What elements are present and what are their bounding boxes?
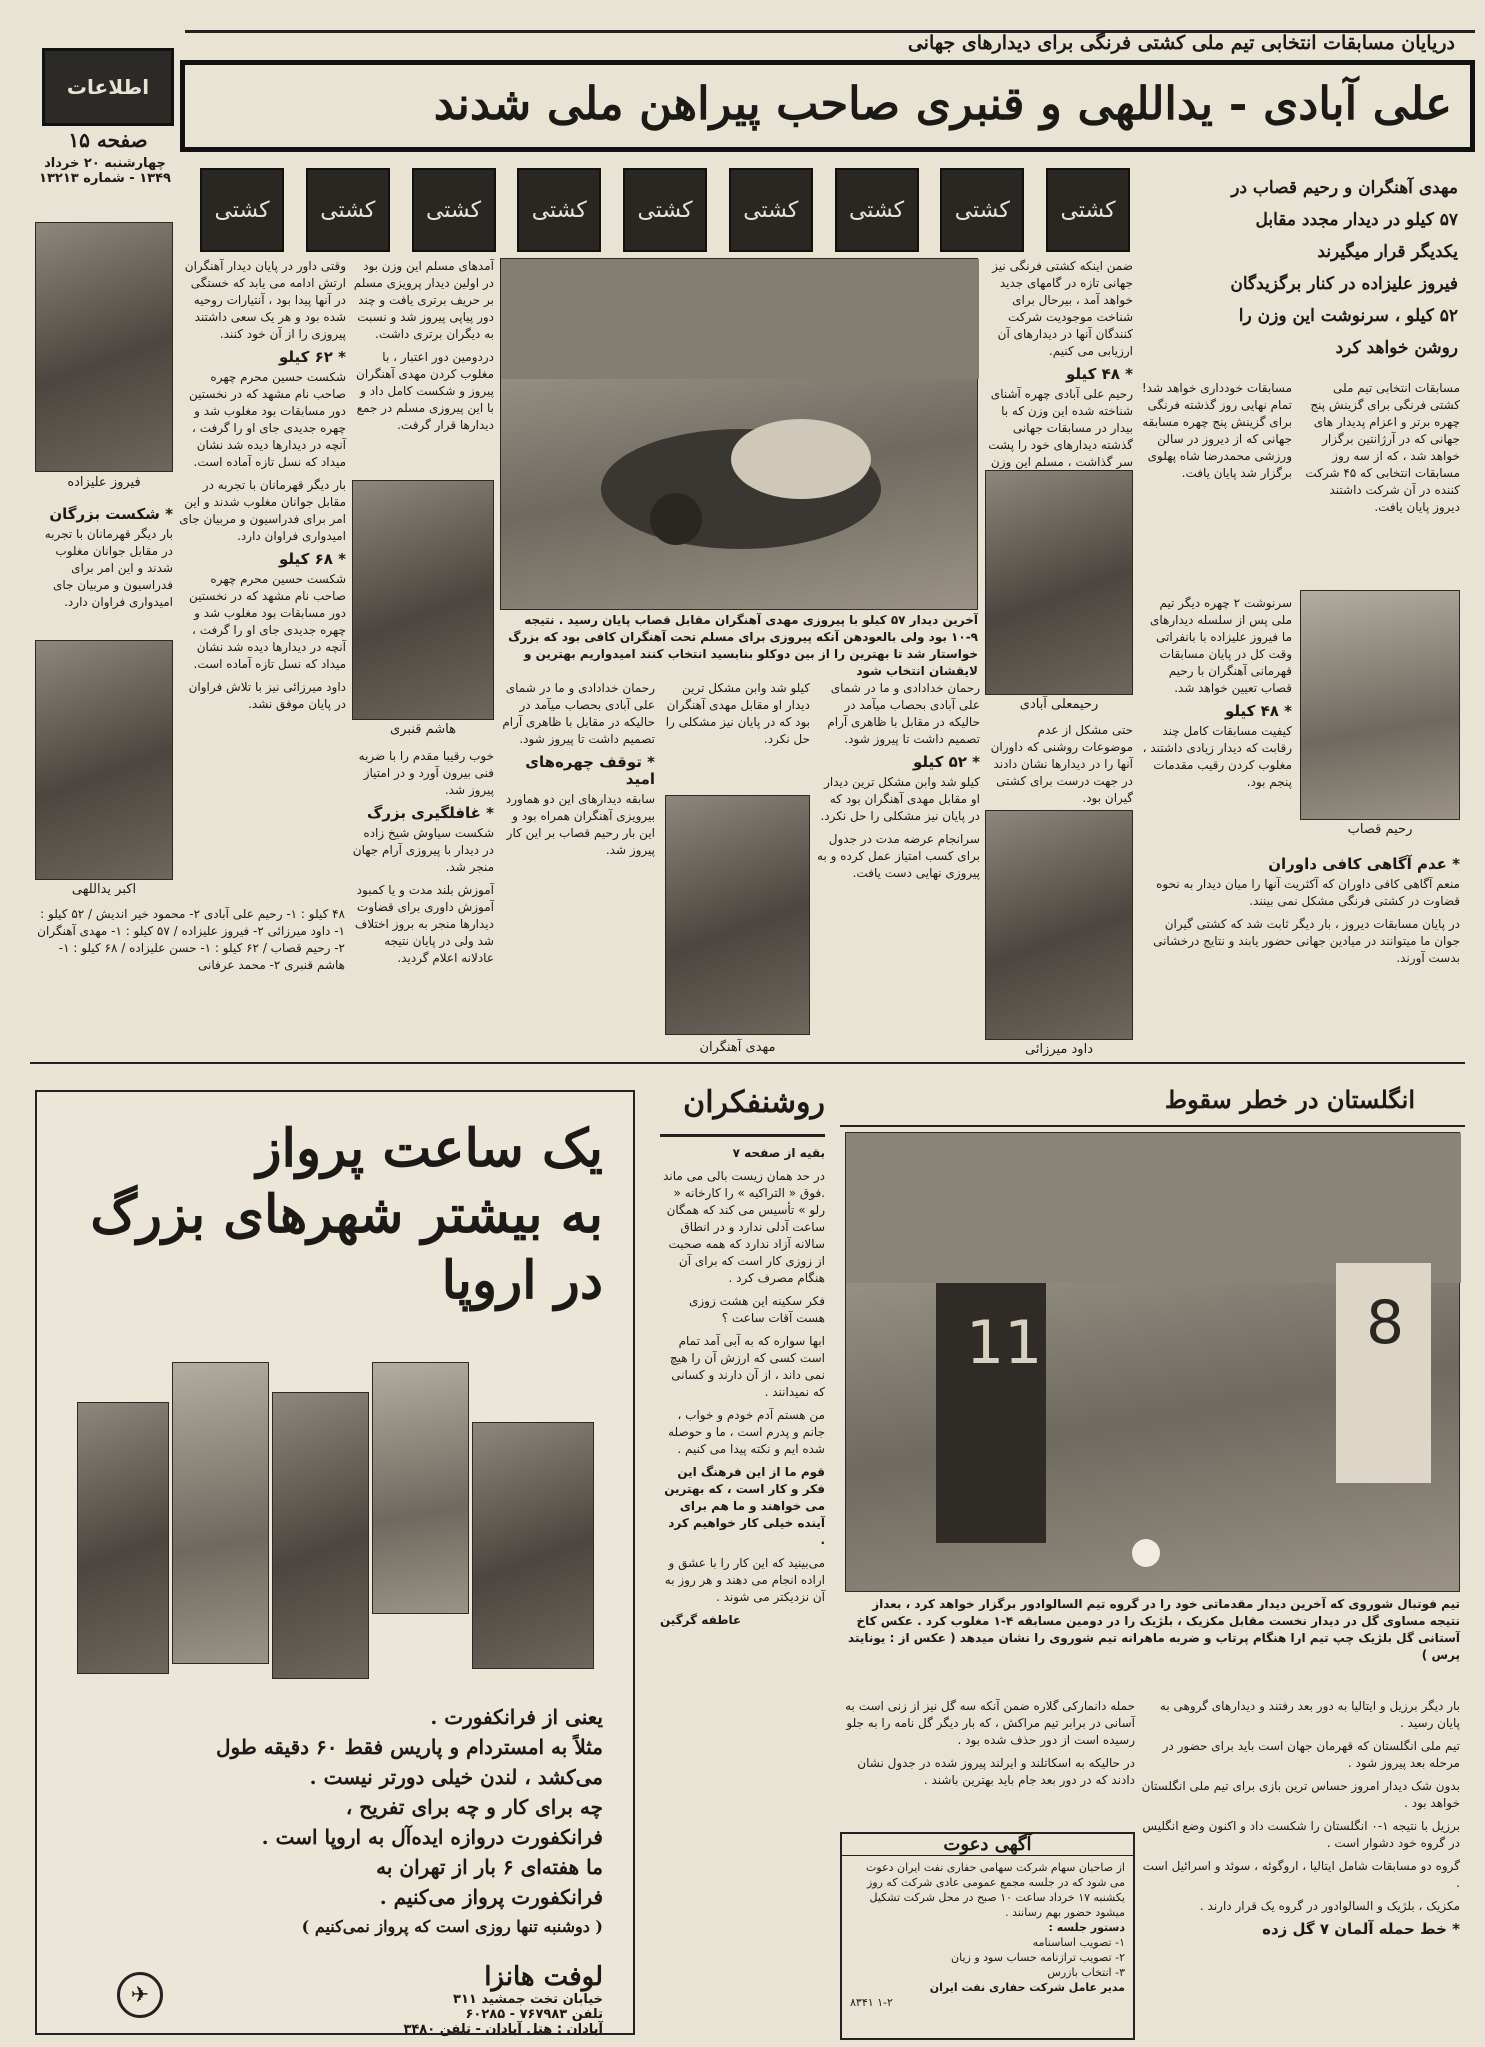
paragraph: کیلو شد وابن مشکل ترین دیدار او مقابل مهدی آهنگران بود که در پایان نیز مشکلی را حل نکرد.: [665, 681, 810, 746]
subhead: * ۴۸ کیلو: [1225, 702, 1292, 720]
paragraph: در حد همان زیست بالی می ماند .فوق « التراکیه » را کارخانه « رلو » تأسیس می کند که همگان ساعت آدلی ندارد و در انطاق سالانه آزاد ندارد که همه صحبت از زوزی کار است که برای آن هنگام مصرف کرد .: [663, 1169, 825, 1285]
paragraph: می‌بینید که این کار را با عشق و اراده انجام می دهند و هر روز به آن نزدیکتر می شوند .: [664, 1556, 825, 1604]
deck-line: ۵۷ کیلو در دیدار مجدد مقابل: [1255, 210, 1458, 230]
paragraph: برزیل با نتیجه ۱-۰ انگلستان را شکست داد و اکنون وضع انگلیس در گروه خود دشوار است .: [1142, 1819, 1460, 1850]
headline: علی آبادی - یداللهی و قنبری صاحب پیراهن ملی شدند: [433, 77, 1452, 130]
photo-hashem-ghanbari: [352, 480, 494, 720]
paragraph: فکر سکینه این هشت زوزی هست آقات ساعت ؟: [688, 1294, 825, 1325]
paragraph: حمله دانمارکی گلاره ضمن آنکه سه گل نیز از زنی است به آسانی در برابر تیم مراکش ، که بار دیگر گل نامه را به جلو رسیده است از دور حذف شده بود .: [845, 1699, 1135, 1747]
wrestlers-icon: کشتی: [940, 168, 1024, 252]
ad-body-line: چه برای کار و چه برای تفریح ،: [345, 1795, 603, 1819]
svg-text:8: 8: [1366, 1288, 1405, 1358]
ad-address: خیابان تخت جمشید ۳۱۱: [453, 1992, 603, 2007]
section-divider: [30, 1062, 1465, 1064]
ad-body-line: ما هفته‌ای ۶ بار از تهران به: [376, 1855, 603, 1879]
ad-body: [63, 1702, 603, 1942]
paragraph: رحمان خدادادی و ما در شمای علی آبادی بحصاب میآمد در حالیکه در مقابل با ظاهری آرام تصمیم داشت تا پیروز شود.: [502, 681, 655, 746]
wrestlers-icon: کشتی: [1046, 168, 1130, 252]
paragraph: تیم ملی انگلستان که قهرمان جهان است باید برای حضور در مرحله بعد پیروز شود .: [1162, 1739, 1460, 1770]
ad-brand: لوفت هانزا: [484, 1962, 603, 1992]
notice-body: [842, 1856, 1133, 2014]
city-photo: [272, 1392, 369, 1679]
author-signature: عاطفه گرگین: [660, 1613, 742, 1627]
ad-title-line: یک ساعت پرواز: [256, 1118, 603, 1179]
england-title: انگلستان در خطر سقوط: [840, 1085, 1465, 1127]
photo-caption: هاشم قنبری: [352, 722, 494, 744]
paragraph: سرانجام عرضه مدت در جدول برای کسب امتیاز عمل کرده و به پیروزی نهایی دست یافت.: [817, 832, 980, 880]
deck-line: مهدی آهنگران و رحیم قصاب در: [1231, 178, 1458, 198]
photo-caption: فیروز علیزاده: [35, 475, 173, 497]
subhead: * شکست بزرگان: [49, 505, 173, 523]
paragraph: حتی مشکل از عدم موضوعات روشنی که داوران آنها را در دیدارها نشان دادند در جهت درست برای کشتی گیران بود.: [990, 723, 1133, 805]
ad-body-line: مثلاً به امستردام و پاریس فقط ۶۰ دقیقه طول: [215, 1735, 603, 1759]
paragraph: شکست حسین محرم چهره صاحب نام مشهد که در نخستین دور مسابقات بود مغلوب شد و چهره جدیدی جای او را گرفت ، آنچه در دیدارها دیده شد نشان میداد که نسل تازه آماده است.: [189, 370, 346, 469]
arc-de-triomphe-photo: [372, 1362, 469, 1614]
wrestlers-icon: کشتی: [623, 168, 707, 252]
subhead: * ۶۲ کیلو: [279, 348, 346, 366]
paragraph: در پایان مسابقات دیروز ، بار دیگر ثابت شد که کشتی گیران جوان ما میتوانند در میادین جهانی حضور یابند و نتایج درخشانی بدست آورند.: [1153, 917, 1460, 965]
wrestlers-icon: کشتی: [200, 168, 284, 252]
wrestlers-icon: کشتی: [517, 168, 601, 252]
invitation-notice: [840, 1832, 1135, 2040]
photo-rahim-ghassab: [1300, 590, 1460, 820]
notice-code: ۱-۲ ۸۳۴۱: [850, 1996, 893, 2009]
wrestlers-silhouette: [501, 259, 979, 611]
ad-body-line: می‌کشد ، لندن خیلی دورتر نیست .: [309, 1765, 603, 1789]
wrestlers-icon: کشتی: [306, 168, 390, 252]
subhead: * توقف چهره‌های امید: [525, 753, 655, 788]
paragraph: مسابقات انتخابی تیم ملی کشتی فرنگی برای گزینش پنج چهره برتر و اعزام پدیدار های جهانی که در آرژانتین برگزار خواهد شد ، که از سه روز مسابقات انتخابی که ۴۵ شرکت کننده در آن شرکت داشتند دیروز پایان یافت.: [1305, 381, 1460, 514]
photo-akbar-yadollahi: [35, 640, 173, 880]
wrestling-match-photo: [500, 258, 978, 610]
newspaper-logo: [42, 48, 174, 126]
paragraph: بدون شک دیدار امروز حساس ترین بازی برای تیم ملی انگلستان خواهد بود .: [1141, 1779, 1460, 1810]
paragraph: مکزیک ، بلژیک و السالوادور در گروه یک قرار دارند .: [1199, 1899, 1460, 1913]
paragraph: در حالیکه به اسکاتلند و ایرلند پیروز شده در جدول نشان دادند که در دور بعد جام باید بهترین باشند .: [857, 1756, 1135, 1787]
deck: [1138, 172, 1458, 372]
article-column: [1300, 380, 1460, 590]
issue-date: چهارشنبه ۲۰ خرداد ۱۳۴۹ - شماره ۱۳۲۱۳: [39, 156, 171, 186]
ad-body-line: فرانکفورت دروازه ایده‌آل به اروپا است .: [261, 1825, 603, 1849]
photo-caption: اکبر یداللهی: [35, 882, 173, 904]
subhead: * عدم آگاهی کافی داوران: [1268, 855, 1460, 873]
ad-title: [37, 1092, 633, 1314]
results-list: ۴۸ کیلو : ۱- رحیم علی آبادی ۲- محمود خیر اندیش / ۵۲ کیلو : ۱- داود میرزائی ۲- فیروز علیزاده / ۵۷ کیلو : ۱- مهدی آهنگران ۲- رحیم قصاب / ۶۲ کیلو : ۱- حسن علیزاده / ۶۸ کیلو : ۱- هاشم قنبری ۲- محمد عرفانی: [37, 907, 345, 972]
stewardess-photo: [472, 1422, 594, 1669]
england-article: [1140, 1698, 1460, 2038]
photo-caption: مهدی آهنگران: [665, 1040, 810, 1062]
paragraph: کیفیت مسابقات کامل چند رقابت که دیدار زیادی داشتند ، مغلوب کردن رقیب مقدمات پنجم بود.: [1142, 724, 1292, 789]
football-photo-caption: تیم فوتبال شوروی که آخرین دیدار مقدماتی خود را در گروه تیم السالوادور برگزار خواهد کرد ، بعداز نتیجه مساوی گل در دیدار نخست مقابل مکزیک ، بلژیک را در دومین مسابقه ۴-۱ مغلوب کرد . عکس کاخ آستانی گل بلژیک چپ تیم ارا هنگام پرتاب و ضربه ماهرانه تیم شوروی را نشان میدهد ( عکس از : یونایتد پرس ): [848, 1597, 1460, 1662]
football-match-photo: [845, 1132, 1460, 1592]
wrestlers-icon: کشتی: [835, 168, 919, 252]
subhead: * ۴۸ کیلو: [1066, 365, 1133, 383]
article-column: [352, 258, 494, 478]
paragraph: قوم ما از این فرهنگ این فکر و کار است ، که بهترین می خواهند و ما هم برای آینده خیلی کار خواهیم کرد .: [664, 1465, 825, 1547]
photo-rahim-aliabadi: [985, 470, 1133, 695]
ad-branch: آبادان : هتل آبادان - تلفن ۳۴۸۰: [403, 2022, 603, 2037]
notice-agenda-item: ۳- انتخاب بازرس: [1047, 1966, 1125, 1979]
paragraph: کیلو شد وابن مشکل ترین دیدار او مقابل مهدی آهنگران بود که در پایان نیز مشکلی را حل نکرد.: [820, 775, 980, 823]
photo-mehdi-ahangaran: [665, 795, 810, 1035]
photo-caption: داود میرزائی: [985, 1042, 1133, 1064]
article-column: [815, 680, 980, 1040]
city-photo: [77, 1402, 169, 1674]
paragraph: ضمن اینکه کشتی فرنگی نیز جهانی تازه در گامهای جدید خواهد آمد ، بیرحال برای شناخت موجودیت شرکت کنندگان آنها در دیدارهای آن ارزیابی می کنیم.: [992, 259, 1133, 358]
paragraph: بار دیگر قهرمانان با تجربه در مقابل جوانان مغلوب شدند و این امر برای فدراسیون و مربیان جای امیدواری فراوان دارد.: [179, 478, 346, 543]
paragraph: شکست سیاوش شیخ زاده در دیدار با پیروزی آرام جهان منجر شد.: [352, 826, 494, 874]
ad-body-line: فرانکفورت پرواز می‌کنیم .: [379, 1885, 603, 1909]
photo-caption: رحیم قصاب: [1300, 822, 1460, 844]
england-article: [840, 1698, 1135, 1828]
ad-title-line: به بیشتر شهرهای بزرگ: [90, 1184, 603, 1245]
deck-line: روشن خواهد کرد: [1335, 338, 1458, 358]
svg-text:11: 11: [966, 1308, 1043, 1378]
ad-collage: [77, 1362, 597, 1687]
ad-title-line: در اروپا: [441, 1250, 603, 1311]
paragraph: من هستم آدم خودم و خواب ، جانم و پدرم است ، ما و حوصله شده ایم و نکته پیدا می کنیم .: [668, 1408, 825, 1456]
deck-line: فیروز علیزاده در کنار برگزیدگان: [1230, 274, 1458, 294]
wrestlers-icon: کشتی: [412, 168, 496, 252]
notice-signature: مدیر عامل شرکت حفاری نفت ایران: [929, 1981, 1125, 1994]
headline-box: [180, 60, 1475, 152]
paragraph: خوب رقیبا مقدم را با ضربه فنی بیرون آورد و در امتیاز پیروز شد.: [358, 749, 494, 797]
newspaper-logo-text: اطلاعات: [66, 75, 150, 99]
article-column: [985, 258, 1133, 468]
article-column: [660, 680, 810, 790]
subhead: * غافلگیری بزرگ: [367, 804, 494, 822]
paragraph: منعم آگاهی کافی داوران که آکثریت آنها را میان دیدار به نحوه قضاوت در کشتی فرنگی مشکل نمی بینند.: [1156, 877, 1460, 908]
article-column: [1140, 850, 1460, 1080]
lufthansa-ad: [35, 1090, 635, 2035]
notice-agenda-item: ۲- تصویب ترازنامه حساب سود و زیان: [951, 1951, 1125, 1964]
headline-kicker: دریایان مسابقات انتخابی تیم ملی کشتی فرنگی برای دیدارهای جهانی: [907, 32, 1455, 54]
paragraph: داود میرزائی نیز با تلاش فراوان در پایان موفق نشد.: [188, 680, 346, 711]
ad-body-line: ( دوشنبه تنها روزی است که پرواز نمی‌کنیم ): [301, 1917, 603, 1936]
ad-brand-block: [303, 1962, 603, 2037]
deck-line: ۵۲ کیلو ، سرنوشت این وزن را: [1238, 306, 1458, 326]
paragraph: بار دیگر برزیل و ایتالیا به دور بعد رفتند و دیدارهای گروهی به پایان رسید .: [1159, 1699, 1460, 1730]
wrestlers-icon: کشتی: [729, 168, 813, 252]
ad-body-line: یعنی از فرانکفورت .: [430, 1705, 603, 1729]
paragraph: سابقه دیدارهای این دو هماورد بیرویزی آهنگران همراه بود و این بار رحیم قصاب بر این کار پیروز شد.: [505, 792, 655, 857]
paragraph: رحیم علی آبادی چهره آشنای شناخته شده این وزن که با بیدار در مسابقات جهانی گذشته دیدارهای خود را پشت سر گذاشت ، مسلم این وزن: [988, 387, 1133, 469]
article-column: [352, 748, 494, 1058]
deck-line: یکدیگر قرار میگیرند: [1317, 242, 1458, 262]
roshanfekran-title: روشنفکران: [660, 1085, 825, 1137]
paragraph: آموزش بلند مدت و یا کمبود آموزش داوری برای قضاوت دیدارها منجر به بروز اختلاف شد ولی در پایان نتیجه عادلانه اعلام گردید.: [354, 883, 494, 965]
paragraph: ابها سواره که به آبی آمد تمام است کسی که ارزش آن را هیچ نمی داند ، از آن دارند و کسانی که نمیدانند .: [669, 1334, 825, 1399]
paragraph: سرنوشت ۲ چهره دیگر تیم ملی پس از سلسله دیدارهای ما فیروز علیزاده با بانفراتی وقت کل در پایان مسابقات قهرمانی آهنگران با رحیم قصاب تعیین خواهد شد.: [1149, 596, 1292, 695]
article-column: [35, 500, 173, 630]
big-ben-photo: [172, 1362, 269, 1664]
subhead: * ۶۸ کیلو: [279, 550, 346, 568]
wrestling-icons-row: [200, 168, 1130, 250]
paragraph: رحمان خدادادی و ما در شمای علی آبادی بحصاب میآمد در حالیکه در مقابل با ظاهری آرام تصمیم داشت تا پیروز شود.: [827, 681, 980, 746]
photo-firooz-alizadeh: [35, 222, 173, 472]
article-column: [985, 722, 1133, 812]
article-column: [1140, 380, 1292, 590]
photo-caption: رحیمعلی آبادی: [985, 697, 1133, 719]
ad-phone: تلفن ۷۶۷۹۸۳ - ۶۰۲۸۵: [465, 2007, 603, 2022]
paragraph: مسابقات خودداری خواهد شد! تمام نهایی روز گذشته فرنگی برای گزینش پنج چهره مسابقه جهانی که از دیروز در سالن ورزشی محمدرضا شاه پهلوی برگزار شد پایان یافت.: [1141, 381, 1292, 480]
subhead: * ۵۲ کیلو: [913, 753, 980, 771]
paragraph: شکست حسین محرم چهره صاحب نام مشهد که در نخستین دور مسابقات بود مغلوب شد و چهره جدیدی جای او را گرفت ، آنچه در دیدارها دیده شد نشان میداد که نسل تازه آماده است.: [189, 572, 346, 671]
notice-agenda-title: دستور جلسه :: [1048, 1921, 1125, 1934]
notice-title: آگهی دعوت: [842, 1834, 1133, 1856]
paragraph: وقتی داور در پایان دیدار آهنگران ارتش ادامه می یابد که خستگی در آنها پیدا بود ، آنتیارات روحیه شده بود و هر یک سعی داشتند پیروزی را از آن خود کنند.: [184, 259, 346, 341]
paragraph: دردومین دور اعتبار ، با مغلوب کردن مهدی آهنگران پیروز و شکست کامل داد و با این پیروزی مسلم در جمع دیدارها قرار گرفت.: [356, 350, 494, 432]
paragraph: گروه دو مسابقات شامل ایتالیا ، اروگوئه ، سوئد و اسرائیل است .: [1142, 1859, 1460, 1890]
photo-davood-mirzaei: [985, 810, 1133, 1040]
crane-logo-icon: ✈: [117, 1972, 163, 2018]
paragraph: بار دیگر قهرمانان با تجربه در مقابل جوانان مغلوب شدند و این امر برای فدراسیون و مربیان جای امیدواری فراوان دارد.: [44, 527, 173, 609]
main-photo-caption: آخرین دیدار ۵۷ کیلو با پیروزی مهدی آهنگران مقابل قصاب پایان رسید . نتیجه ۹-۱۰ بود ولی بالعودهن آنکه پیروزی برای مسلم تحت آهنگران کافی بود که بزرگ خواستار شد تا بهترین را از بین دوکلو بنابسید انتخاب کنند امیدواریم بهترین و لایقشان انتخاب شود: [508, 613, 978, 678]
paragraph: بقیه از صفحه ۷: [732, 1146, 825, 1160]
notice-agenda-item: ۱- تصویب اساسنامه: [1032, 1936, 1125, 1949]
paragraph: آمدهای مسلم این وزن بود در اولین دیدار پرویزی مسلم بر حریف برتری یافت و چند دور پیاپی پیروز شد و نسبت به دیگران برتری داشت.: [353, 259, 494, 341]
article-column: [500, 680, 655, 1060]
notice-text: از صاحبان سهام شرکت سهامی حفاری نفت ایران دعوت می شود که در جلسه مجمع عمومی عادی شرکت که روز یکشنبه ۱۷ خرداد ساعت ۱۰ صبح در محل شرکت تشکیل میشود حضور بهم رسانند .: [866, 1861, 1125, 1919]
subhead: * خط حمله آلمان ۷ گل زده: [1262, 1920, 1460, 1938]
page-number: صفحه ۱۵: [68, 128, 148, 152]
footballers-silhouette: [846, 1133, 1461, 1593]
roshanfekran-article: [660, 1145, 825, 2040]
